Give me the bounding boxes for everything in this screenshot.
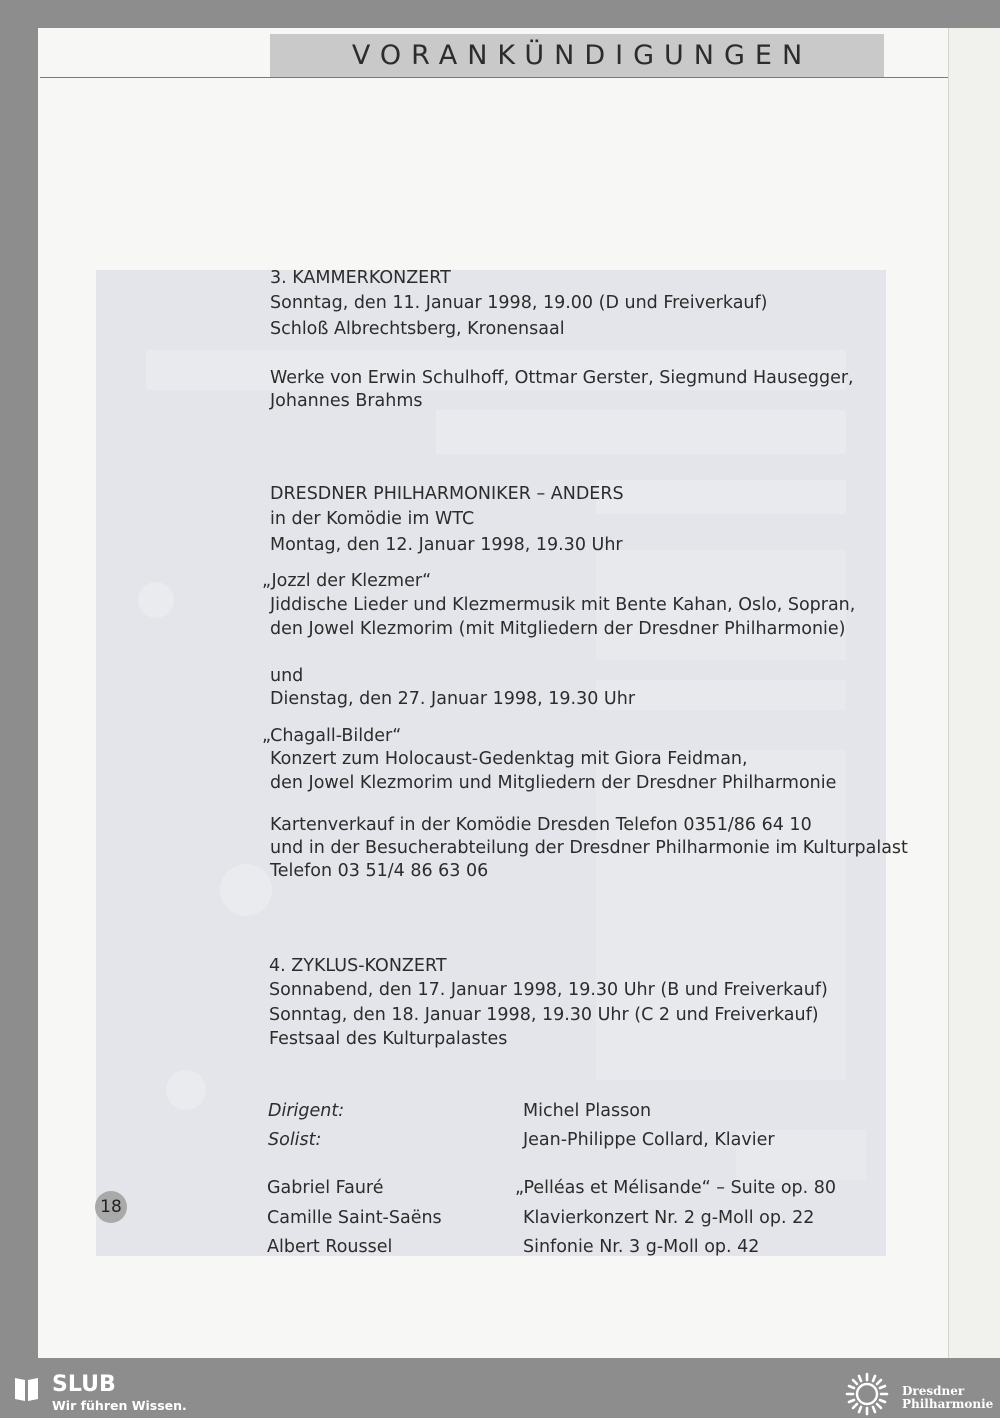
kammerkonzert-works: Werke von Erwin Schulhoff, Ottmar Gerster, Siegmund Hausegger, — [270, 368, 854, 388]
ticket-info-phone: Telefon 03 51/4 86 63 06 — [270, 861, 489, 881]
performer-name-soloist: Jean-Philippe Collard, Klavier — [523, 1130, 775, 1150]
slub-logo-name[interactable]: SLUB — [52, 1372, 116, 1397]
anders-program-2-desc-cont: den Jowel Klezmorim und Mitgliedern der Dresdner Philharmonie — [270, 773, 837, 793]
anders-venue: in der Komödie im WTC — [270, 509, 475, 529]
program-composer: Camille Saint-Saëns — [267, 1208, 442, 1228]
page-number-badge — [95, 1191, 127, 1223]
partner-name-line-2: Philharmonie — [902, 1397, 994, 1411]
kammerkonzert-venue: Schloß Albrechtsberg, Kronensaal — [270, 319, 565, 339]
anders-title: DRESDNER PHILHARMONIKER – ANDERS — [270, 484, 624, 504]
anders-program-1-desc-cont: den Jowel Klezmorim (mit Mitgliedern der Dresdner Philharmonie) — [270, 619, 846, 639]
zyklus-date-1: Sonnabend, den 17. Januar 1998, 19.30 Uhr (B und Freiverkauf) — [269, 980, 828, 1000]
performer-name-conductor: Michel Plasson — [523, 1101, 652, 1121]
program-composer: Gabriel Fauré — [267, 1178, 384, 1198]
slub-book-icon[interactable] — [12, 1374, 42, 1404]
kammerkonzert-works-cont: Johannes Brahms — [270, 391, 423, 411]
zyklus-venue: Festsaal des Kulturpalastes — [269, 1029, 508, 1049]
program-composer: Albert Roussel — [267, 1237, 393, 1257]
program-work: Sinfonie Nr. 3 g-Moll op. 42 — [523, 1237, 760, 1257]
anders-program-1-title: „Jozzl der Klezmer“ — [262, 571, 432, 591]
slub-logo-tagline: Wir führen Wissen. — [52, 1398, 187, 1413]
zyklus-title: 4. ZYKLUS-KONZERT — [269, 956, 447, 976]
anders-und: und — [270, 666, 304, 686]
anders-program-2-title: „Chagall-Bilder“ — [262, 726, 402, 746]
program-work: Klavierkonzert Nr. 2 g-Moll op. 22 — [523, 1208, 815, 1228]
kammerkonzert-date: Sonntag, den 11. Januar 1998, 19.00 (D und Freiverkauf) — [270, 293, 768, 313]
anders-date-1: Montag, den 12. Januar 1998, 19.30 Uhr — [270, 535, 623, 555]
performer-role-conductor: Dirigent: — [268, 1101, 345, 1121]
program-work: „Pelléas et Mélisande“ – Suite op. 80 — [515, 1178, 837, 1198]
anders-program-1-desc: Jiddische Lieder und Klezmermusik mit Bente Kahan, Oslo, Sopran, — [270, 595, 856, 615]
page-number: 18 — [100, 1197, 122, 1217]
ticket-info-line-1: Kartenverkauf in der Komödie Dresden Telefon 0351/86 64 10 — [270, 815, 812, 835]
dresdner-philharmonie-logo-text[interactable] — [902, 1385, 993, 1411]
performer-role-soloist: Solist: — [268, 1130, 322, 1150]
kammerkonzert-title: 3. KAMMERKONZERT — [270, 268, 451, 288]
zyklus-date-2: Sonntag, den 18. Januar 1998, 19.30 Uhr (C 2 und Freiverkauf) — [269, 1005, 819, 1025]
partner-name-line-1: Dresdner — [902, 1384, 965, 1398]
anders-program-2-desc: Konzert zum Holocaust-Gedenktag mit Giora Feidman, — [270, 749, 748, 769]
ticket-info-line-2: und in der Besucherabteilung der Dresdner Philharmonie im Kulturpalast — [270, 838, 908, 858]
anders-date-2: Dienstag, den 27. Januar 1998, 19.30 Uhr — [270, 689, 636, 709]
section-header-title: VORANKÜNDIGUNGEN — [351, 40, 813, 71]
dresdner-philharmonie-sun-icon[interactable] — [840, 1371, 894, 1417]
